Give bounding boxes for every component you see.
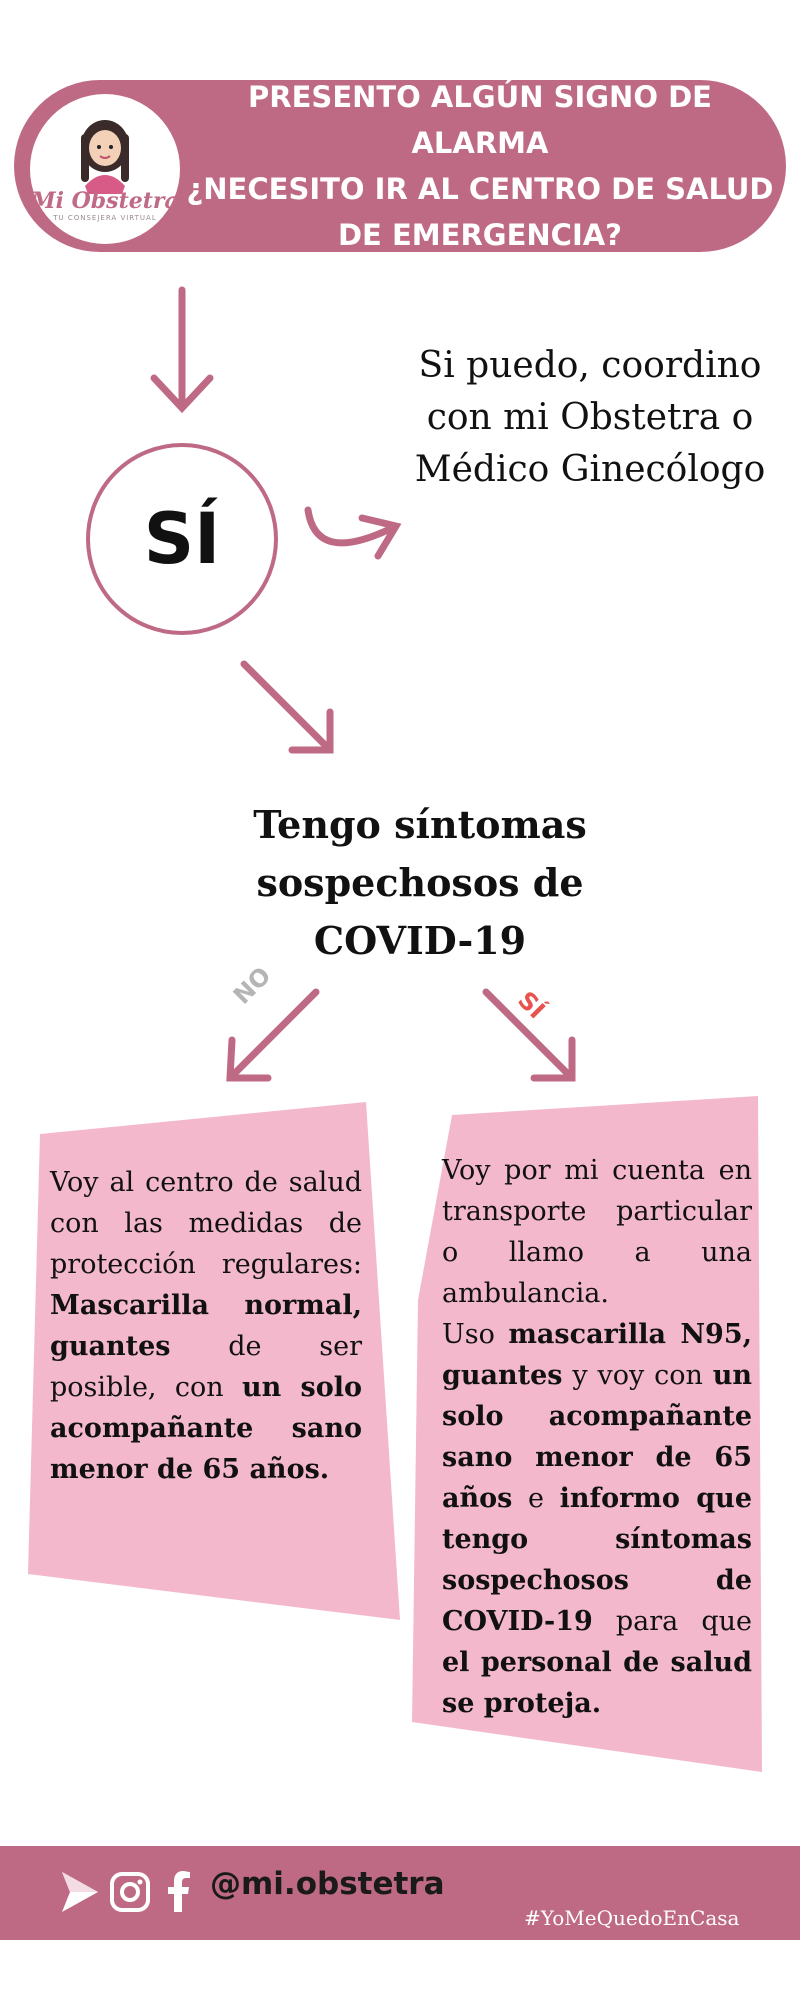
left-text-2: de ser posible, con (50, 1331, 362, 1403)
yes-circle (86, 443, 278, 635)
curved-arrow-icon (308, 510, 396, 556)
right-text-3: y voy con (562, 1360, 713, 1391)
right-bold-3: informo que tengo síntomas sospechosos de COVID-19 (442, 1483, 752, 1637)
branch-no-label: NO (228, 961, 277, 1010)
logo-text: Mi Obstetra (31, 188, 179, 214)
down-arrow-icon (154, 290, 210, 408)
left-bold-2: un solo acompañante sano menor de 65 años. (50, 1372, 362, 1485)
right-text-5: para que (592, 1606, 752, 1637)
right-text-4: e (512, 1483, 560, 1514)
yes-label: SÍ (143, 498, 221, 580)
right-box-text (442, 1150, 752, 1724)
right-bold-1: mascarilla N95, guantes (442, 1319, 752, 1391)
covid-question: Tengo síntomas sospechosos de COVID-19 (253, 802, 587, 963)
right-bold-4: el personal de salud se proteja. (442, 1647, 752, 1719)
right-text-1: Voy por mi cuenta en transporte particular o llamo a una ambulancia. (442, 1155, 752, 1309)
diagonal-arrow-icon (244, 664, 330, 750)
hashtag: #YoMeQuedoEnCasa (524, 1906, 740, 1930)
branch-yes-label: SÍ (512, 986, 551, 1025)
facebook-icon[interactable] (164, 1870, 194, 1914)
instagram-icon[interactable] (108, 1870, 152, 1914)
left-bold-1: Mascarilla normal, guantes (50, 1290, 362, 1362)
social-handle[interactable]: @mi.obstetra (210, 1866, 445, 1902)
left-text-1: Voy al centro de salud con las medidas de protección regulares: (50, 1167, 362, 1280)
play-store-icon[interactable] (58, 1870, 102, 1914)
right-text-2: Uso (442, 1319, 509, 1350)
right-bold-2: un solo acompañante sano menor de 65 años (442, 1360, 752, 1514)
coordinate-text: Si puedo, coordino con mi Obstetra o Médico Ginecólogo (414, 345, 766, 490)
logo-subtitle: TU CONSEJERA VIRTUAL (53, 214, 157, 222)
header-title: PRESENTO ALGÚN SIGNO DE ALARMA ¿NECESITO IR AL CENTRO DE SALUD DE EMERGENCIA? (186, 80, 774, 252)
left-box-text (50, 1162, 362, 1490)
